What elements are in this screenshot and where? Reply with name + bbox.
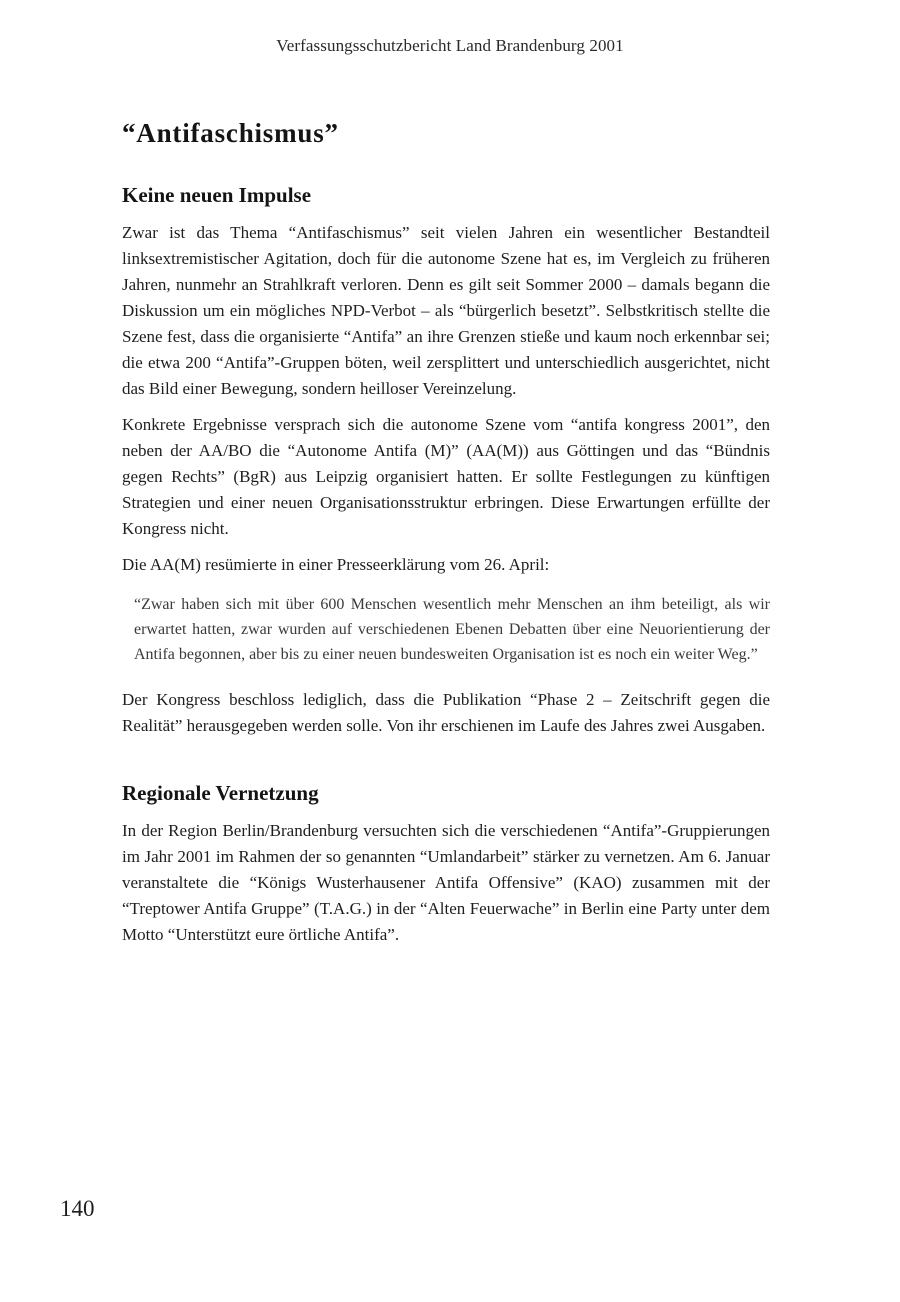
paragraph: Konkrete Ergebnisse versprach sich die autonome Szene vom “antifa kongress 2001”, den neben der AA/BO die “Autonome Antifa (M)” (AA(M)) aus Göttingen und das “Bündnis gegen Rechts” (BgR) aus Leipzig organisiert hatten. Er sollte Festlegungen zu künftigen Strategien und einer neuen Organisationsstruktur erbringen. Diese Erwartungen erfüllte der Kongress nicht. [122,415,770,538]
page-title: “Antifaschismus” [122,118,339,148]
paragraph: In der Region Berlin/Brandenburg versuchten sich die verschiedenen “Antifa”-Gruppierungen im Jahr 2001 im Rahmen der so genannten “Umlandarbeit” stärker zu vernetzen. Am 6. Januar veranstaltete die “Königs Wusterhausener Antifa Offensive” (KAO) zusammen mit der “Treptower Antifa Gruppe” (T.A.G.) in der “Alten Feuerwache” in Berlin eine Party unter dem Motto “Unterstützt eure örtliche Antifa”. [122,821,770,944]
section-heading: Regionale Vernetzung [122,781,319,805]
section-keine-neuen-impulse [122,183,770,739]
section-regionale-vernetzung [122,781,770,948]
paragraph: Die AA(M) resümierte in einer Presseerklärung vom 26. April: [122,555,550,574]
block-quote: “Zwar haben sich mit über 600 Menschen wesentlich mehr Menschen an ihm beteiligt, als wir erwartet hatten, zwar wurden auf verschiedenen Ebenen Debatten über eine Neuorientierung der Antifa begonnen, aber bis zu einer neuen bundesweiten Organisation ist es noch ein weiter Weg.” [134,596,770,663]
running-header: Verfassungsschutzbericht Land Brandenburg 2001 [276,36,624,55]
page-content [122,118,770,958]
paragraph: Zwar ist das Thema “Antifaschismus” seit vielen Jahren ein wesentlicher Bestandteil linksextremistischer Agitation, doch für die autonome Szene hat es, im Vergleich zu früheren Jahren, nunmehr an Strahlkraft verloren. Denn es gilt seit Sommer 2000 – damals begann die Diskussion um ein mögliches NPD-Verbot – als “bürgerlich besetzt”. Selbstkritisch stellte die Szene fest, dass die organisierte “Antifa” an ihre Grenzen stieße und kaum noch erkennbar sei; die etwa 200 “Antifa”-Gruppen böten, weil zersplittert und unterschiedlich ausgerichtet, nicht das Bild einer Bewegung, sondern heilloser Vereinzelung. [122,223,770,398]
section-heading: Keine neuen Impulse [122,183,312,207]
paragraph: Der Kongress beschloss lediglich, dass die Publikation “Phase 2 – Zeitschrift gegen die Realität” herausgegeben werden solle. Von ihr erschienen im Laufe des Jahres zwei Ausgaben. [122,690,770,735]
page-number: 140 [60,1196,95,1221]
